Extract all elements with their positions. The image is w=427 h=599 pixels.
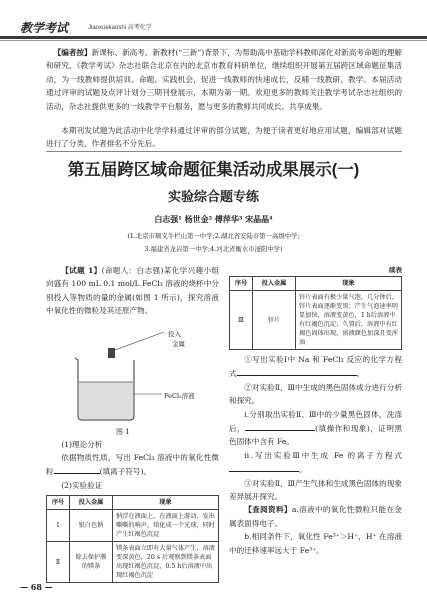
table-header: 投入金属 — [253, 277, 296, 291]
page-number-value: 68 — [30, 582, 42, 592]
question-part-2i-text: ⅰ.分别取出实验Ⅱ、Ⅲ中的少量黑色固体，洗涤后， — [229, 409, 402, 434]
editor-note — [46, 46, 402, 113]
table-header: 现象 — [113, 496, 219, 510]
journal-brand: 教学考试 — [20, 21, 69, 35]
question-part-3: ③对实验Ⅱ、Ⅲ产生气体和生成黑色固体的现象差异展开探究。 — [229, 478, 402, 502]
figure-caption: 图 1 — [116, 427, 130, 436]
experiment-table-continued — [229, 276, 402, 350]
reference-tag: 【查阅资料】 — [244, 505, 292, 515]
step-1-text-b: (填离子符号)。 — [99, 467, 152, 477]
answer-blank — [229, 462, 299, 472]
table-row — [47, 542, 219, 583]
left-column — [46, 264, 219, 583]
table-cell: Ⅲ — [230, 291, 253, 350]
question-part-2i-text-b: (填操作和现象)，证明黑色固体中含有 Fe。 — [229, 424, 402, 447]
article-title: 第五届跨区域命题征集活动成果展示(一) — [67, 161, 360, 179]
page-header — [0, 0, 427, 40]
editor-note-2: 本期刊发试题为此活动中化学学科通过评审的部分试题，为便于读者更好地应用试题，编辑部对试题进行了分类，作者排名不分先后。 — [46, 126, 402, 149]
table-header: 序号 — [230, 277, 253, 291]
editor-note-tag: 【编者按】 — [53, 48, 92, 57]
step-1-text-a: 依据物质性质，写出 FeCl₃ 溶液中的氧化性微粒 — [46, 453, 219, 477]
figure-label-add: 投入 — [168, 329, 181, 338]
figure-1 — [46, 320, 219, 438]
question-1-stem — [46, 264, 219, 318]
table-header-row — [47, 496, 219, 510]
right-column — [229, 264, 402, 557]
table-cell: 锌片表面有极少量气泡，几分钟后，锌片表面逐渐变黑；产生气泡速率明显加快，溶液变黄色，1 h后溶液中有红褐色沉淀；久置后，溶液中有红褐色固体出现，溶液颜色加深且变浑浊 — [296, 291, 402, 350]
step-1-text — [46, 451, 219, 479]
question-part-2ii-text: ⅱ.写出实验Ⅲ中生成 Fe 的离子方程式 — [244, 450, 402, 460]
figure-label-metal: 金属 — [172, 339, 185, 348]
affiliation-line-1: (1.北京市顺义牛栏山第一中学;2.湖北省安陆市第一高级中学; — [127, 232, 300, 240]
question-part-1: ①写出实验Ⅰ中 Na 和 FeCl₃ 反应的化学方程式 。 — [229, 355, 402, 379]
table-header: 投入金属 — [70, 496, 113, 510]
table-header: 序号 — [47, 496, 70, 510]
table-row — [47, 510, 219, 542]
reference-b: b.相同条件下，氧化性 Fe³⁺＞H⁺，H⁺ 在溶液中的迁移速率远大于 Fe³⁺。 — [229, 532, 402, 555]
table-cell: 钠浮在液面上，在液面上游动，发出嘶嘶的响声，熔化成一个光球，同时产生红褐色沉淀 — [113, 510, 219, 542]
question-part-2i — [229, 408, 402, 449]
figure-label-fecl3: FeCl₃溶液 — [164, 391, 195, 400]
header-rule — [0, 36, 427, 39]
reference-a: a.溶液中的氧化性微粒只能在金属表面得电子。 — [229, 505, 402, 528]
question-part-2ii: ⅱ.写出实验Ⅲ中生成 Fe 的离子方程式。 — [229, 449, 402, 477]
table-cell: Ⅱ — [47, 542, 70, 583]
authors: 白志强¹ 杨世金² 傅萍华³ 宋晶晶⁴ — [154, 214, 273, 224]
step-1-heading: (1)理论分析 — [61, 439, 103, 449]
question-text: (命题人：白志强)某化学兴趣小组向盛有 100 mL 0.1 mol/L FeCl₃ 溶液的烧杯中分别投入等物质的量的金属(如图 1 所示)，探究溶液中氧化性的微粒及其还原产物。 — [46, 266, 219, 316]
affiliation-line-2: 3.福建省龙岩第一中学;4.河北省衡水市滏阳中学) — [144, 245, 283, 253]
journal-subtitle: Jiaoxuekaoshi 高考化学 — [88, 25, 152, 31]
table-cell: Ⅰ — [47, 510, 70, 542]
article-subtitle: 实验综合题专练 — [167, 189, 259, 204]
table-cell: 镁条表面立即有大量气体产生，溶液变深黄色，20 s 后观察到镁条表面出现红褐色沉淀，0.5 h后溶液中出现红褐色沉淀 — [113, 542, 219, 583]
section-divider — [46, 151, 402, 152]
table-cell: 银白色钠 — [70, 510, 113, 542]
step-2-heading: (2)实验验证 — [61, 480, 103, 490]
question-part-1-text: ①写出实验Ⅰ中 Na 和 FeCl₃ 反应的化学方程式 — [229, 355, 402, 379]
table-cell: 除去保护膜的镁条 — [70, 542, 113, 583]
answer-blank — [237, 366, 357, 376]
question-part-2: ②对实验Ⅱ、Ⅲ中生成的黑色固体成分进行分析和探究。 — [229, 382, 402, 406]
table-continued-label: 续表 — [389, 266, 402, 274]
table-cell: 锌片 — [253, 291, 296, 350]
answer-blank — [54, 464, 100, 474]
answer-blank — [245, 421, 315, 431]
header-rule-thin — [0, 40, 427, 41]
question-tag: 【试题 1】 — [61, 266, 102, 275]
table-row — [230, 291, 402, 350]
editor-note-text: 新课标、新高考、新教材(“三新”)背景下，为帮助高中基础学科教师深化对新高考命题的理解和研究，《教学考试》杂志社联合北京在内的北京市教育科研单位，继续组织开展第五届跨区域命题征集活动，为一线教师提供培训、命题、实践机会，促进一线教师的快速成长，反哺一线教研、教学。本届活动通过评审的试题及点评计划分三期刊登展示，本期为第一期。欢迎更多的教师关注教学考试杂志社组织的活动，杂志社提供更多的一线教学平台服务，愿与更多的教师共同成长、共享成果。 — [46, 48, 403, 111]
table-header-row — [230, 277, 402, 291]
page-number: — 68 — — [20, 582, 53, 592]
experiment-table — [46, 495, 219, 583]
table-header: 现象 — [296, 277, 402, 291]
reference-material — [229, 503, 402, 530]
